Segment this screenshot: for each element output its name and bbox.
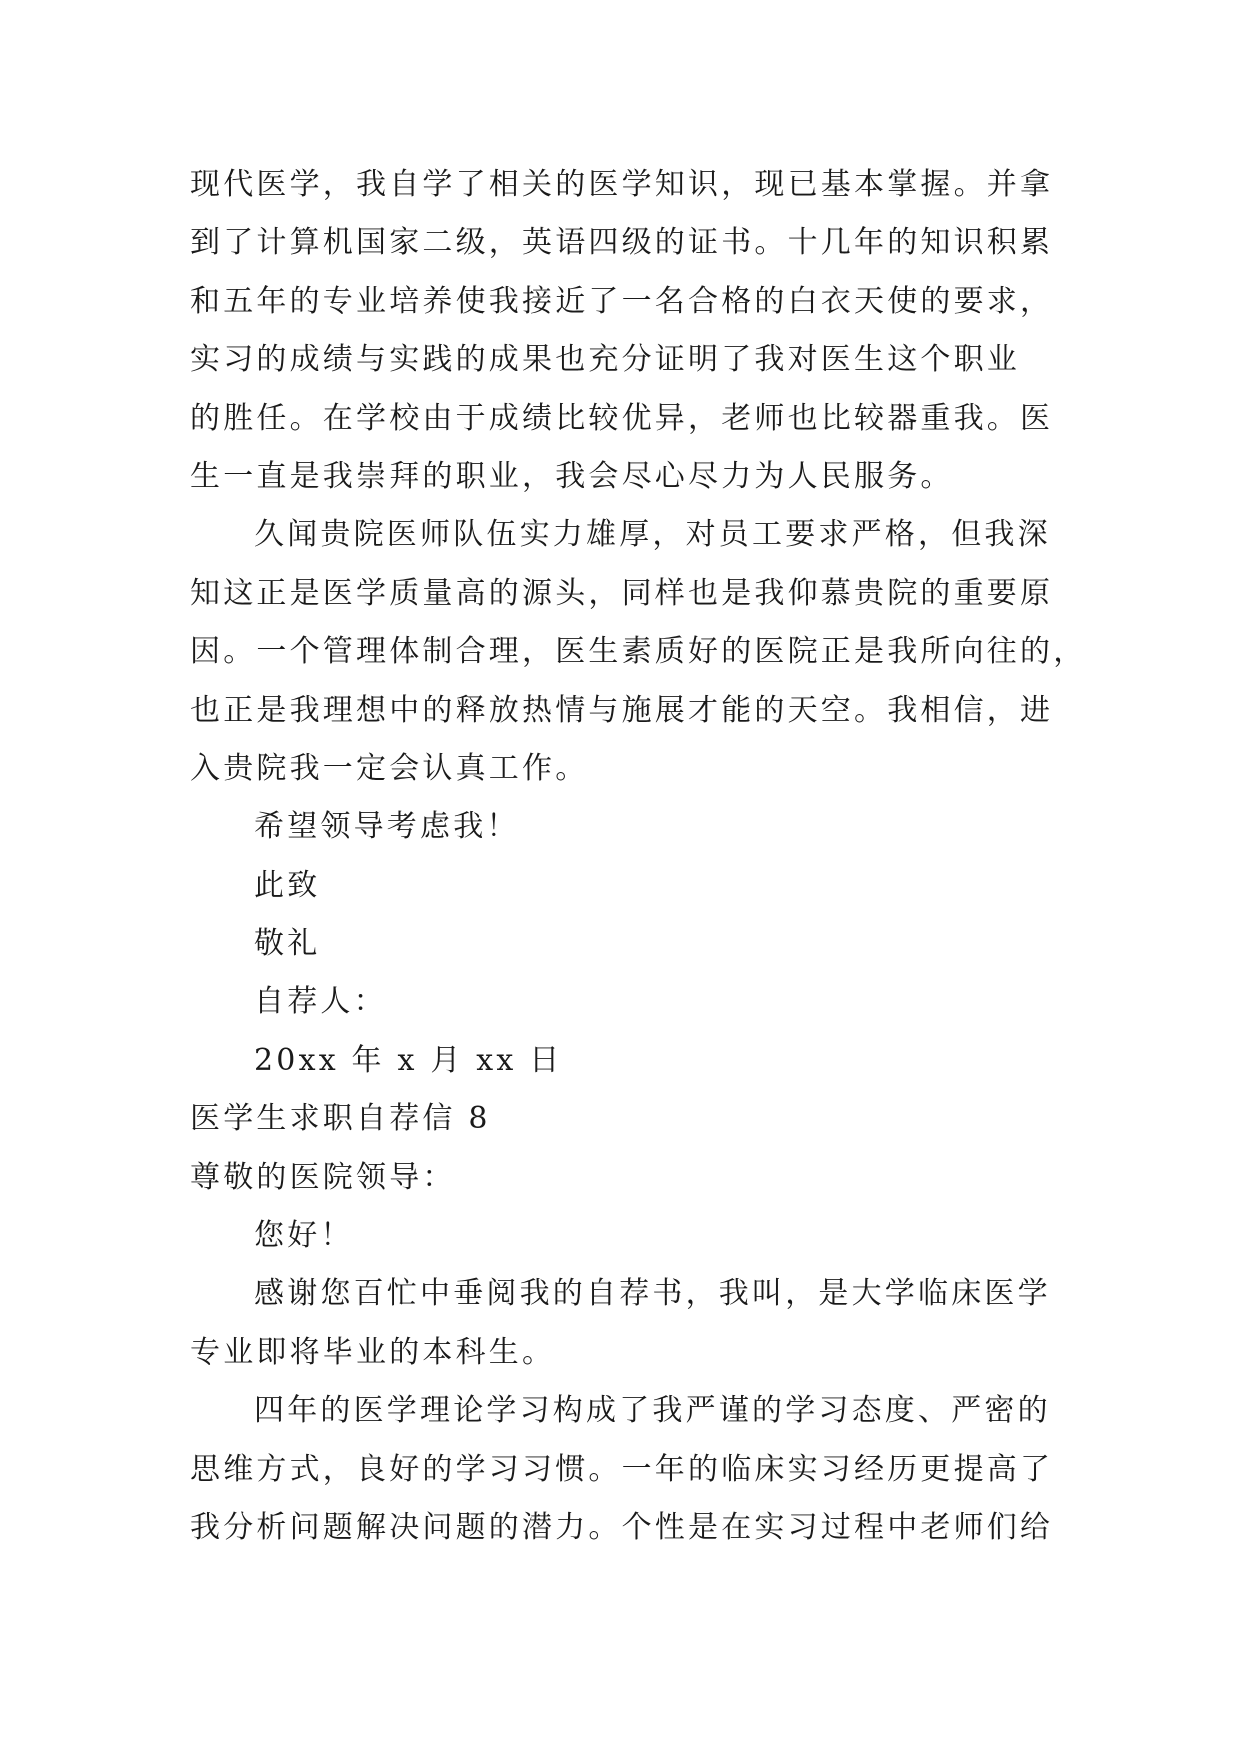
text-line: 因。一个管理体制合理，医生素质好的医院正是我所向往的， xyxy=(190,634,1087,670)
text-line: 专业即将毕业的本科生。 xyxy=(190,1334,556,1370)
date-line: 20xx 年 x 月 xx 日 xyxy=(254,1042,563,1078)
salutation-regards: 敬礼 xyxy=(254,926,321,962)
text-line: 实习的成绩与实践的成果也充分证明了我对医生这个职业 xyxy=(190,342,1020,378)
section-title: 医学生求职自荐信 8 xyxy=(190,1101,491,1137)
closing-request: 希望领导考虑我！ xyxy=(254,809,520,845)
text-line: 也正是我理想中的释放热情与施展才能的天空。我相信，进 xyxy=(190,692,1054,728)
text-line: 和五年的专业培养使我接近了一名合格的白衣天使的要求， xyxy=(190,283,1054,319)
text-line: 久闻贵院医师队伍实力雄厚，对员工要求严格，但我深 xyxy=(254,517,1051,553)
text-line: 感谢您百忙中垂阅我的自荐书，我叫，是大学临床医学 xyxy=(254,1276,1051,1312)
text-line: 知这正是医学质量高的源头，同样也是我仰慕贵院的重要原 xyxy=(190,575,1054,611)
text-line: 现代医学，我自学了相关的医学知识，现已基本掌握。并拿 xyxy=(190,167,1054,202)
salutation-close: 此致 xyxy=(254,867,321,903)
text-line: 我分析问题解决问题的潜力。个性是在实习过程中老师们给 xyxy=(190,1509,1054,1545)
greeting-recipient: 尊敬的医院领导： xyxy=(190,1159,456,1195)
letter-body xyxy=(190,156,1087,1557)
text-line: 到了计算机国家二级，英语四级的证书。十几年的知识积累 xyxy=(190,225,1054,261)
text-line: 的胜任。在学校由于成绩比较优异，老师也比较器重我。医 xyxy=(190,400,1054,436)
text-line: 思维方式，良好的学习习惯。一年的临床实习经历更提高了 xyxy=(190,1451,1054,1487)
signature-label: 自荐人： xyxy=(254,984,387,1020)
text-line: 入贵院我一定会认真工作。 xyxy=(190,750,589,786)
text-line: 生一直是我崇拜的职业，我会尽心尽力为人民服务。 xyxy=(190,458,954,494)
text-line: 四年的医学理论学习构成了我严谨的学习态度、严密的 xyxy=(254,1393,1051,1429)
greeting-hello: 您好！ xyxy=(254,1218,354,1254)
